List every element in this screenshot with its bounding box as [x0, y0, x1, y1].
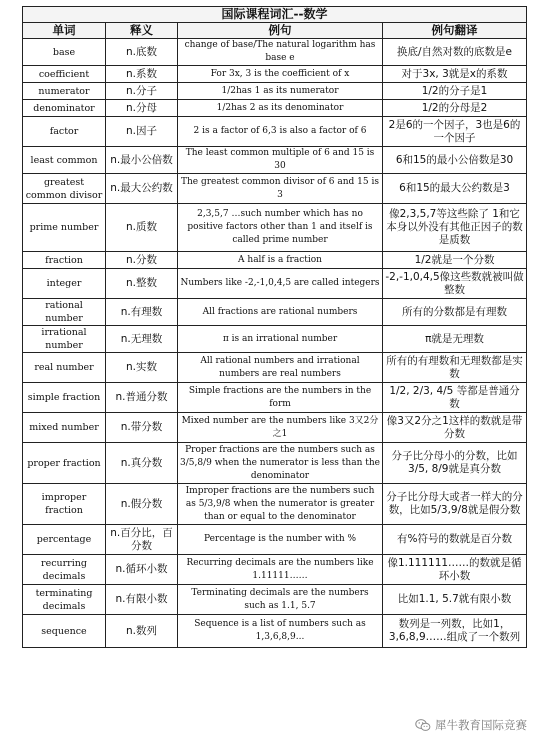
cell-word: mixed number — [23, 413, 106, 443]
cell-example: For 3x, 3 is the coefficient of x — [178, 66, 383, 83]
cell-translation: 换底/自然对数的底数是e — [383, 39, 527, 66]
table-row — [23, 353, 527, 383]
table-row — [23, 525, 527, 555]
cell-translation: -2,-1,0,4,5像这些数就被叫做整数 — [383, 269, 527, 299]
table-row — [23, 443, 527, 484]
cell-word: rational number — [23, 299, 106, 326]
cell-example: 1/2has 2 as its denominator — [178, 100, 383, 117]
cell-meaning: n.分数 — [106, 252, 178, 269]
cell-meaning: n.有理数 — [106, 299, 178, 326]
cell-meaning: n.真分数 — [106, 443, 178, 484]
cell-word: real number — [23, 353, 106, 383]
cell-example: change of base/The natural logarithm has base e — [178, 39, 383, 66]
cell-example: Percentage is the number with % — [178, 525, 383, 555]
table-row — [23, 484, 527, 525]
cell-translation: 分子比分母小的分数，比如3/5, 8/9就是真分数 — [383, 443, 527, 484]
cell-meaning: n.无理数 — [106, 326, 178, 353]
cell-meaning: n.百分比，百分数 — [106, 525, 178, 555]
cell-word: least common — [23, 147, 106, 174]
table-row — [23, 117, 527, 147]
header-word: 单词 — [23, 23, 106, 39]
cell-word: percentage — [23, 525, 106, 555]
cell-meaning: n.底数 — [106, 39, 178, 66]
cell-translation: 分子比分母大或者一样大的分数，比如5/3,9/8就是假分数 — [383, 484, 527, 525]
cell-example: Terminating decimals are the numbers such as 1.1, 5.7 — [178, 585, 383, 615]
watermark — [412, 716, 530, 734]
cell-word: coefficient — [23, 66, 106, 83]
cell-translation: π就是无理数 — [383, 326, 527, 353]
cell-example: A half is a fraction — [178, 252, 383, 269]
cell-word: irrational number — [23, 326, 106, 353]
cell-meaning: n.整数 — [106, 269, 178, 299]
cell-meaning: n.分子 — [106, 83, 178, 100]
table-row — [23, 66, 527, 83]
table-row — [23, 204, 527, 252]
header-translation: 例句翻译 — [383, 23, 527, 39]
header-row — [23, 23, 527, 39]
title-row — [23, 7, 527, 23]
cell-word: recurring decimals — [23, 555, 106, 585]
header-meaning: 释义 — [106, 23, 178, 39]
cell-translation: 像1.111111……的数就是循环小数 — [383, 555, 527, 585]
vocabulary-table — [22, 6, 527, 648]
cell-translation: 2是6的一个因子，3也是6的一个因子 — [383, 117, 527, 147]
cell-example: Numbers like -2,-1,0,4,5 are called integers — [178, 269, 383, 299]
cell-example: All fractions are rational numbers — [178, 299, 383, 326]
cell-word: numerator — [23, 83, 106, 100]
cell-translation: 数列是一列数，比如1，3,6,8,9……组成了一个数列 — [383, 615, 527, 648]
table-row — [23, 299, 527, 326]
cell-word: terminating decimals — [23, 585, 106, 615]
cell-meaning: n.分母 — [106, 100, 178, 117]
table-row — [23, 174, 527, 204]
cell-example: Proper fractions are the numbers such as 3/5,8/9 when the numerator is less than the denominator — [178, 443, 383, 484]
cell-word: sequence — [23, 615, 106, 648]
cell-translation: 像2,3,5,7等这些除了 1和它本身以外没有其他正因子的数是质数 — [383, 204, 527, 252]
cell-meaning: n.系数 — [106, 66, 178, 83]
cell-meaning: n.假分数 — [106, 484, 178, 525]
cell-example: Sequence is a list of numbers such as 1,3,6,8,9... — [178, 615, 383, 648]
cell-translation: 1/2就是一个分数 — [383, 252, 527, 269]
table-row — [23, 585, 527, 615]
cell-example: π is an irrational number — [178, 326, 383, 353]
cell-word: prime number — [23, 204, 106, 252]
table-row — [23, 269, 527, 299]
cell-example: Recurring decimals are the numbers like 1.11111…… — [178, 555, 383, 585]
cell-example: Simple fractions are the numbers in the form — [178, 383, 383, 413]
table-row — [23, 383, 527, 413]
cell-word: factor — [23, 117, 106, 147]
cell-translation: 比如1.1, 5.7就有限小数 — [383, 585, 527, 615]
cell-example: Mixed number are the numbers like 3又2分之1 — [178, 413, 383, 443]
cell-translation: 所有的有理数和无理数都是实数 — [383, 353, 527, 383]
cell-translation: 1/2的分子是1 — [383, 83, 527, 100]
cell-meaning: n.有限小数 — [106, 585, 178, 615]
cell-example: 1/2has 1 as its numerator — [178, 83, 383, 100]
cell-translation: 6和15的最小公倍数是30 — [383, 147, 527, 174]
cell-word: simple fraction — [23, 383, 106, 413]
cell-word: fraction — [23, 252, 106, 269]
cell-word: improper fraction — [23, 484, 106, 525]
table-row — [23, 326, 527, 353]
wechat-icon — [415, 718, 431, 732]
table-row — [23, 252, 527, 269]
cell-meaning: n.最大公约数 — [106, 174, 178, 204]
cell-meaning: n.循环小数 — [106, 555, 178, 585]
cell-translation: 1/2, 2/3, 4/5 等都是普通分数 — [383, 383, 527, 413]
cell-translation: 6和15的最大公约数是3 — [383, 174, 527, 204]
cell-word: integer — [23, 269, 106, 299]
cell-example: 2 is a factor of 6,3 is also a factor of 6 — [178, 117, 383, 147]
cell-meaning: n.普通分数 — [106, 383, 178, 413]
cell-meaning: n.质数 — [106, 204, 178, 252]
cell-translation: 所有的分数都是有理数 — [383, 299, 527, 326]
cell-word: denominator — [23, 100, 106, 117]
cell-meaning: n.实数 — [106, 353, 178, 383]
cell-example: The least common multiple of 6 and 15 is 30 — [178, 147, 383, 174]
cell-example: All rational numbers and irrational numbers are real numbers — [178, 353, 383, 383]
cell-meaning: n.最小公倍数 — [106, 147, 178, 174]
table-row — [23, 555, 527, 585]
table-row — [23, 413, 527, 443]
cell-example: The greatest common divisor of 6 and 15 is 3 — [178, 174, 383, 204]
cell-word: greatest common divisor — [23, 174, 106, 204]
cell-translation: 有%符号的数就是百分数 — [383, 525, 527, 555]
cell-word: base — [23, 39, 106, 66]
cell-meaning: n.数列 — [106, 615, 178, 648]
cell-example: Improper fractions are the numbers such as 5/3,9/8 when the numerator is greater than or equal to the denominator — [178, 484, 383, 525]
cell-meaning: n.因子 — [106, 117, 178, 147]
cell-translation: 1/2的分母是2 — [383, 100, 527, 117]
watermark-text: 犀牛教育国际竞赛 — [435, 718, 527, 732]
table-row — [23, 615, 527, 648]
table-row — [23, 83, 527, 100]
table-row — [23, 147, 527, 174]
cell-meaning: n.带分数 — [106, 413, 178, 443]
table-row — [23, 39, 527, 66]
cell-word: proper fraction — [23, 443, 106, 484]
cell-translation: 像3又2分之1这样的数就是带分数 — [383, 413, 527, 443]
header-example: 例句 — [178, 23, 383, 39]
cell-example: 2,3,5,7 …such number which has no positive factors other than 1 and itself is called prime number — [178, 204, 383, 252]
table-row — [23, 100, 527, 117]
cell-translation: 对于3x, 3就是x的系数 — [383, 66, 527, 83]
table-title: 国际课程词汇--数学 — [23, 7, 527, 23]
